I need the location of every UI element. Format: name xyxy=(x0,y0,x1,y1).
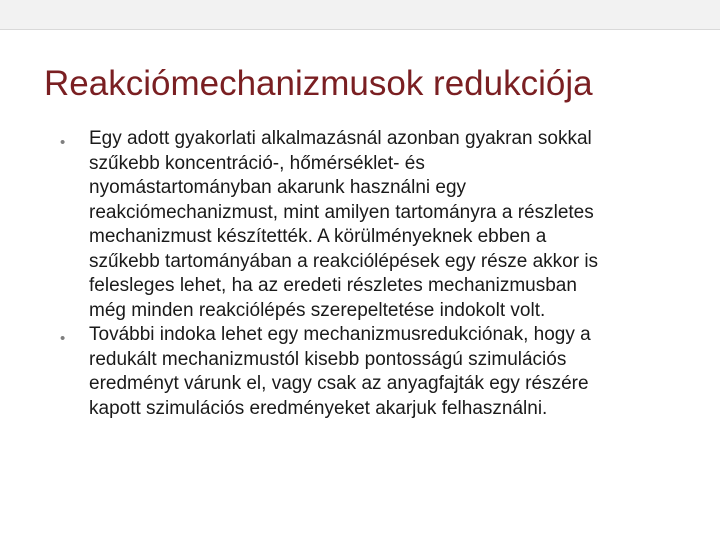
bullet-line: kapott szimulációs eredményeket akarjuk felhasználni. xyxy=(89,397,548,419)
bullet-line: szűkebb tartományában a reakciólépések egy része akkor is xyxy=(89,250,599,272)
bullet-dot-icon: • xyxy=(60,134,66,151)
bullet-line: felesleges lehet, ha az eredeti részletes mechanizmusban xyxy=(89,275,577,296)
top-decorative-band xyxy=(0,0,720,29)
bullet-line: szűkebb koncentráció-, hőmérséklet- és xyxy=(89,152,425,174)
bullet-line: Egy adott gyakorlati alkalmazásnál azonban gyakran sokkal xyxy=(89,128,592,149)
bullet-item xyxy=(60,127,700,323)
bullet-line: nyomástartományban akarunk használni egy xyxy=(89,177,467,198)
bullet-line: mechanizmust készítették. A körülményeknek ebben a xyxy=(89,226,547,247)
top-divider xyxy=(0,29,720,30)
slide-title: Reakciómechanizmusok redukciója xyxy=(44,64,593,103)
bullet-line: eredményt várunk el, vagy csak az anyagfajták egy részére xyxy=(89,373,589,394)
bullet-line: még minden reakciólépés szerepeltetése indokolt volt. xyxy=(89,299,546,321)
bullet-line: További indoka lehet egy mechanizmusredukciónak, hogy a xyxy=(89,324,591,345)
bullet-line: reakciómechanizmust, mint amilyen tartományra a részletes xyxy=(89,201,594,223)
bullet-item xyxy=(60,323,700,421)
bullet-dot-icon: • xyxy=(60,330,66,347)
bullet-line: redukált mechanizmustól kisebb pontosságú szimulációs xyxy=(89,348,567,370)
slide-body xyxy=(60,127,700,421)
